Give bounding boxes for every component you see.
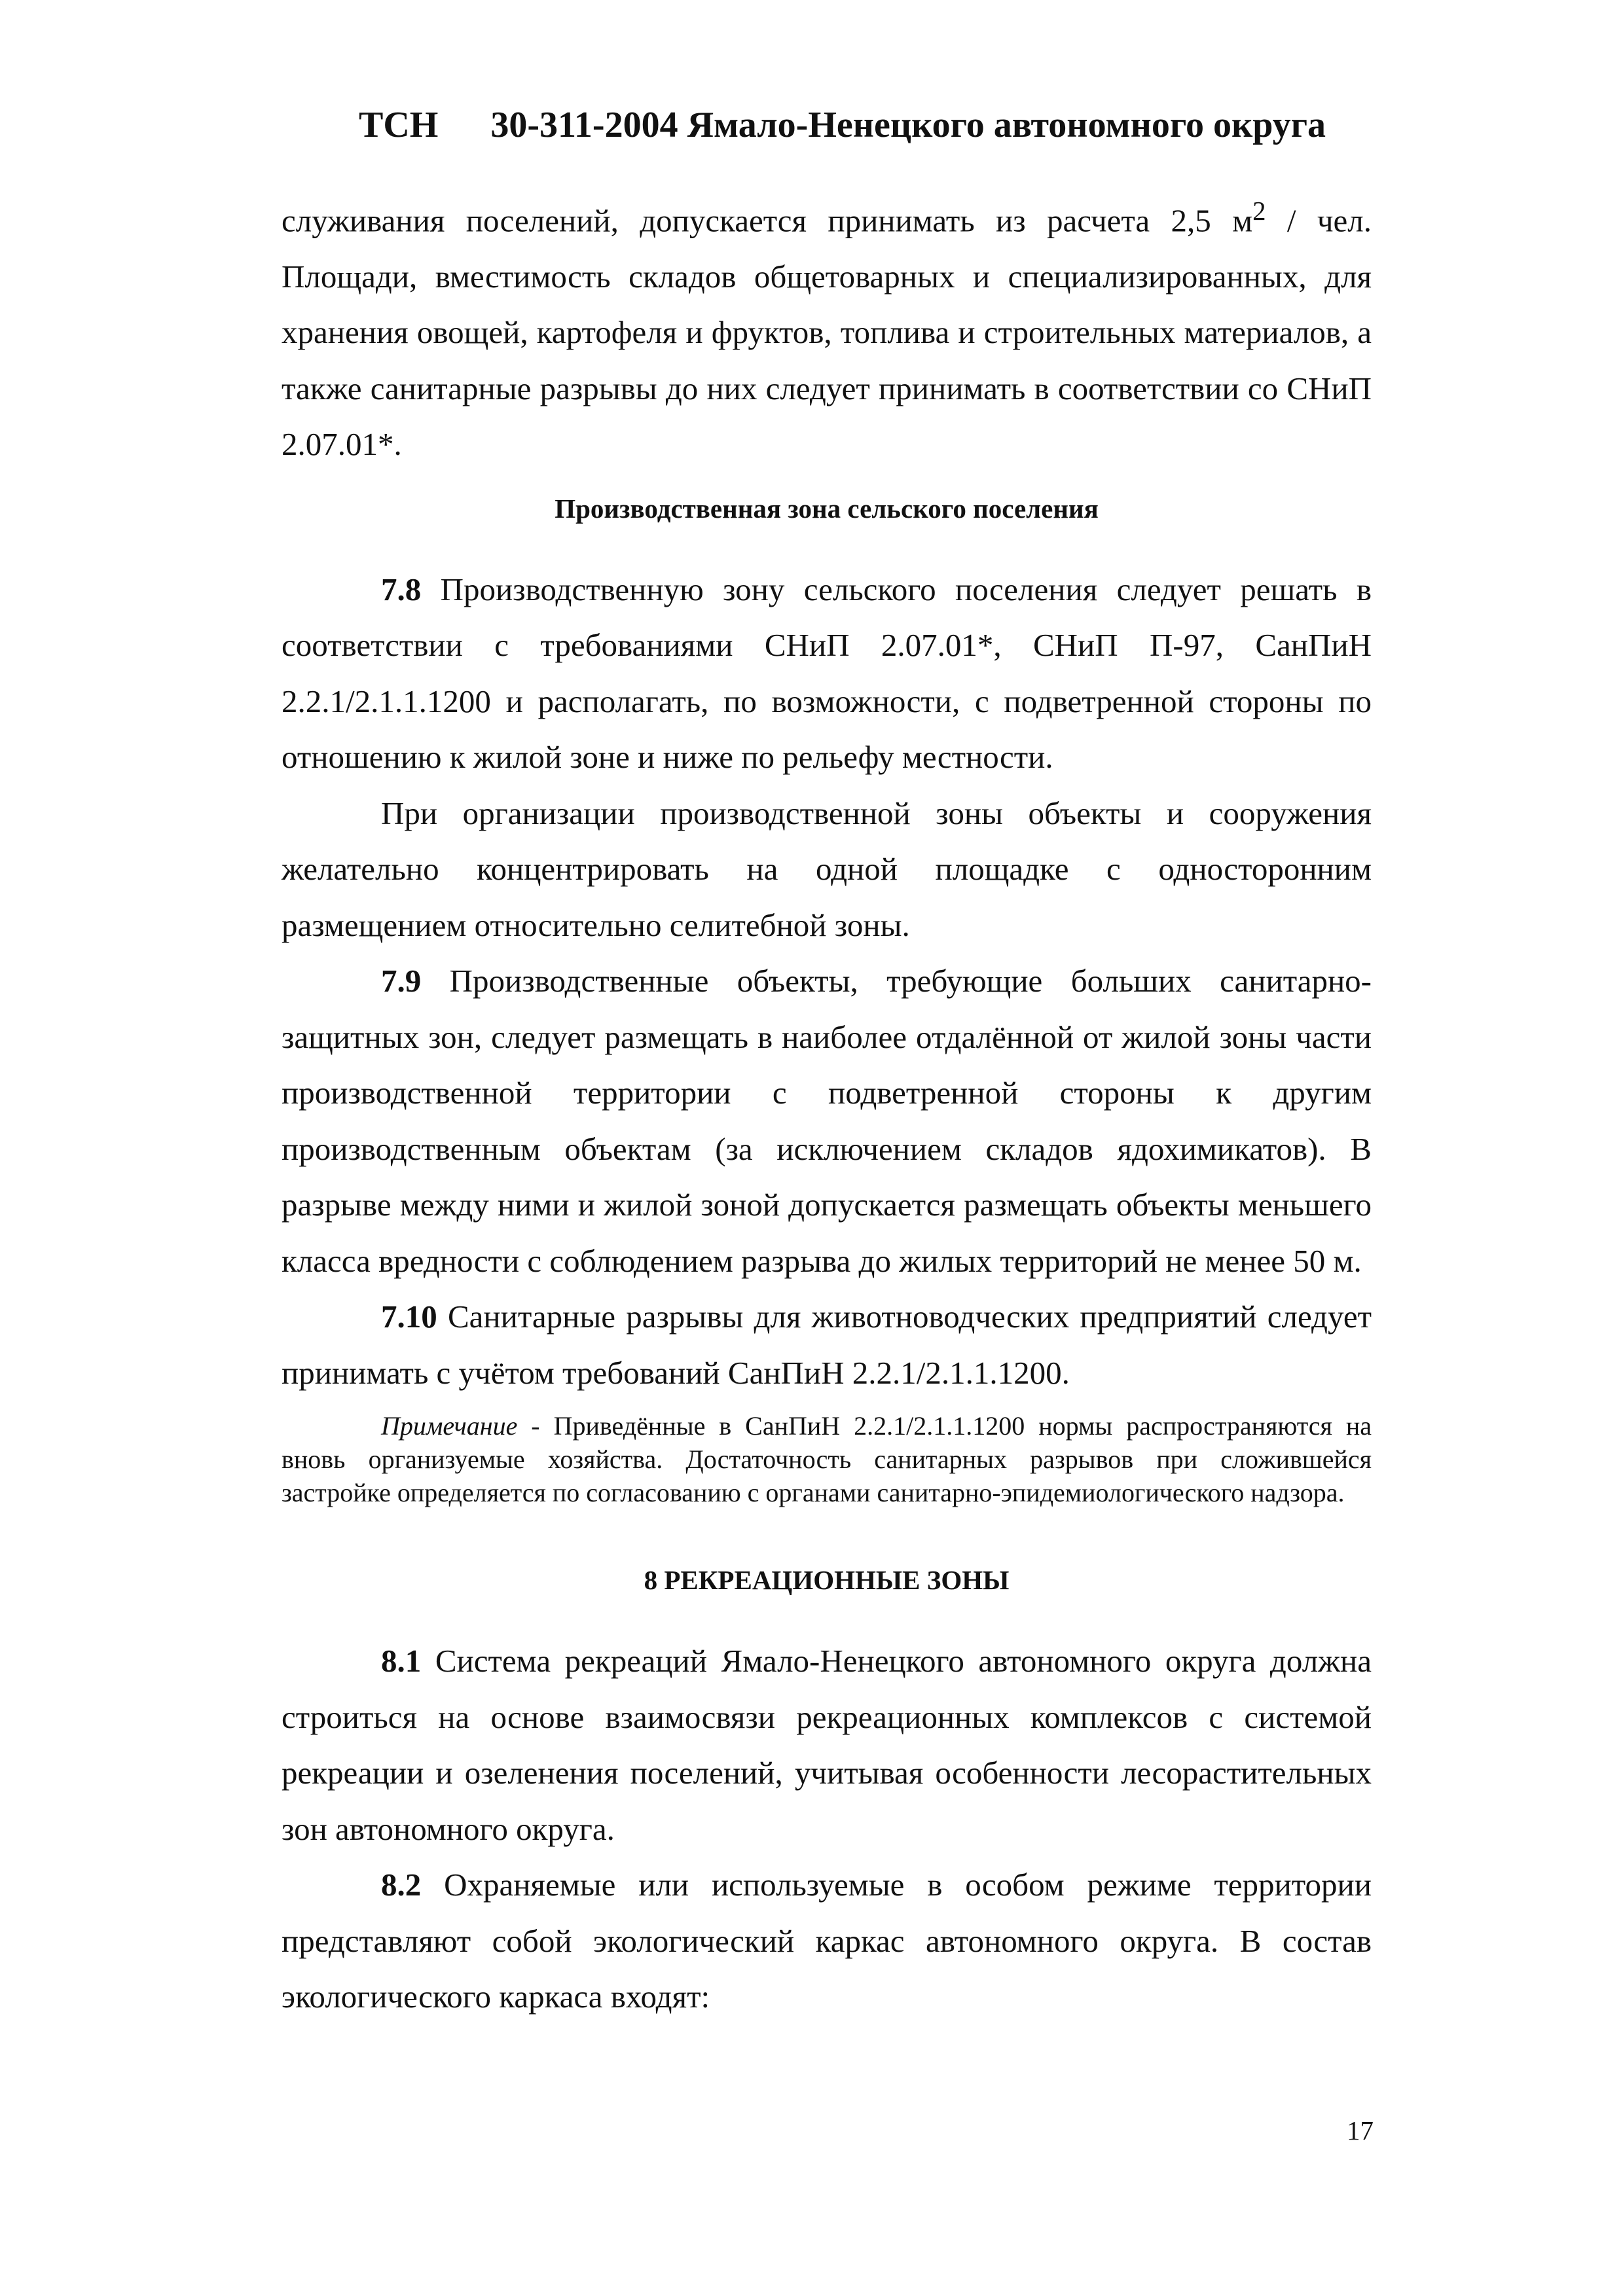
superscript-2: 2 [1252,196,1266,226]
paragraph-7-10 [282,1289,1372,1401]
page-number: 17 [1347,2115,1374,2145]
section-title-industrial-zone: Производственная зона сельского поселения [555,493,1099,524]
intro-paragraph [282,183,1372,473]
paragraph-7-8-continued: При организации производственной зоны объекты и сооружения желательно концентрировать на одной площадке с односторонним размещением относительно селитебной зоны. [282,795,1372,943]
paragraph-7-9-text: Производственные объекты, требующие больших санитарно-защитных зон, следует размещать в наиболее отдалённой от жилой зоны части производственной территории с подветренной стороны к другим производственным объектам (за исключением складов ядохимикатов). В разрыве между ними и жилой зоной допускается размещать объекты меньшего класса вредности с соблюдением разрыва до жилых территорий не менее 50 м. [282,963,1372,1279]
paragraph-8-2-text: Охраняемые или используемые в особом режиме территории представляют собой экологический каркас автономного округа. В состав экологического каркаса входят: [282,1867,1372,2015]
header-prefix: ТСН [359,105,439,145]
section-title-recreation-zones: 8 РЕКРЕАЦИОННЫЕ ЗОНЫ [644,1565,1010,1596]
clause-number-8-1: 8.1 [381,1643,422,1679]
clause-number-8-2: 8.2 [381,1867,422,1903]
clause-number-7-8: 7.8 [381,571,422,607]
clause-number-7-9: 7.9 [381,963,422,999]
note-text: - Приведённые в СанПиН 2.2.1/2.1.1.1200 нормы распространяются на вновь организуемые хозяйства. Достаточность санитарных разрывов при сложившейся застройке определяется по согласованию с органами санитарно-эпидемиологического надзора. [282,1411,1372,1508]
intro-text-end: / чел. Площади, вместимость складов общетоварных и специализированных, для хранения овощей, картофеля и фруктов, топлива и строительных материалов, а также санитарные разрывы до них следует принимать в соответствии со СНиП 2.07.01*. [282,202,1372,463]
note-label: Примечание [381,1411,518,1441]
paragraph-7-8 [282,562,1372,785]
document-body [282,183,1372,2025]
intro-text-start: служивания поселений, допускается принимать из расчета 2,5 м [282,202,1253,239]
paragraph-7-9 [282,953,1372,1289]
paragraph-8-2 [282,1857,1372,2025]
note-block [282,1409,1372,1509]
paragraph-7-10-text: Санитарные разрывы для животноводческих предприятий следует принимать с учётом требований СанПиН 2.2.1/2.1.1.1200. [282,1299,1372,1391]
paragraph-8-1-text: Система рекреаций Ямало-Ненецкого автономного округа должна строиться на основе взаимосвязи рекреационных комплексов с системой рекреации и озеленения поселений, учитывая особенности лесорастительных зон автономного округа. [282,1643,1372,1847]
paragraph-8-1 [282,1633,1372,1857]
header-document-code: 30-311-2004 Ямало-Ненецкого автономного округа [490,105,1326,145]
clause-number-7-10: 7.10 [381,1299,437,1335]
paragraph-7-8-text: Производственную зону сельского поселения следует решать в соответствии с требованиями СНиП 2.07.01*, СНиП П-97, СанПиН 2.2.1/2.1.1.1200 и располагать, по возможности, с подветренной стороны по отношению к жилой зоне и ниже по рельефу местности. [282,571,1372,776]
running-header [359,94,1380,156]
